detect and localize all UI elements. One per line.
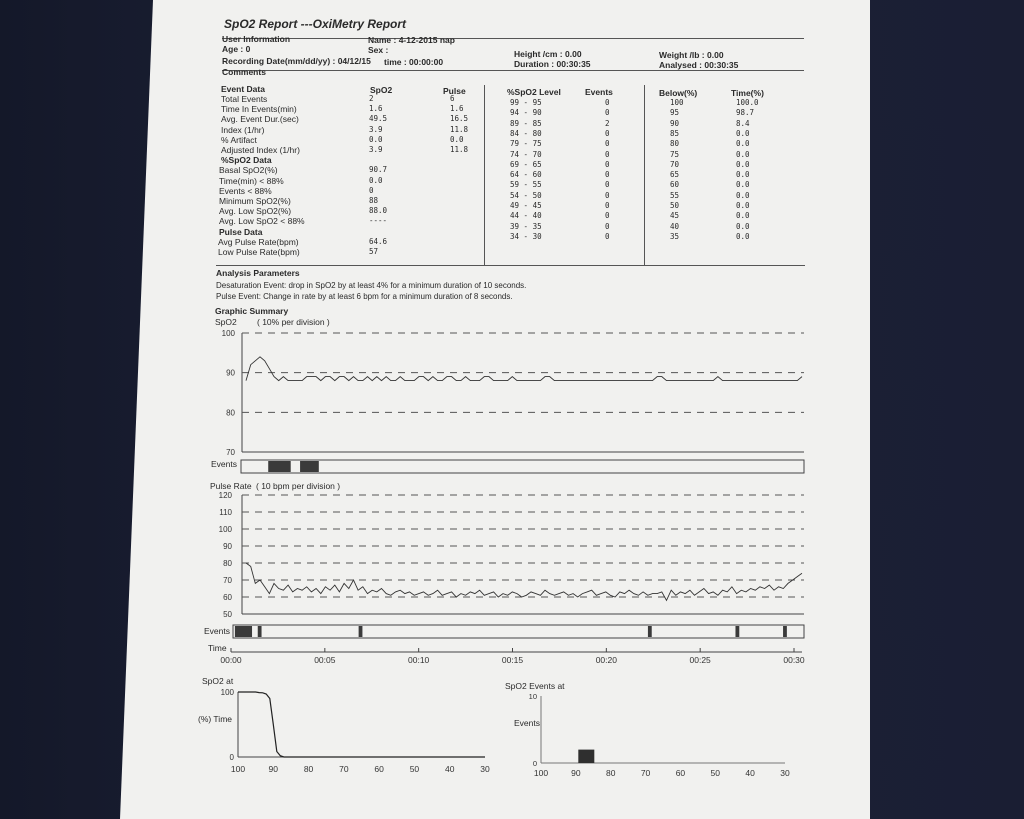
level-row-below: 75 xyxy=(670,149,680,159)
y-tick-label: 70 xyxy=(226,448,235,457)
level-row-time: 0.0 xyxy=(736,201,750,210)
level-row-time: 0.0 xyxy=(736,190,750,200)
user-information-label: User Information xyxy=(222,34,291,44)
y-tick-label: 90 xyxy=(223,542,232,551)
y-tick-label: 0 xyxy=(532,759,537,768)
event-row-label: Adjusted Index (1/hr) xyxy=(221,145,300,155)
spo2-at-title: SpO2 at xyxy=(202,676,234,686)
name-field: Name : 4-12-2015 nap xyxy=(368,35,455,45)
level-row-range: 44 - 40 xyxy=(510,211,542,221)
y-tick-label: 100 xyxy=(220,688,234,697)
event-row-pulse: 11.8 xyxy=(450,145,469,154)
event-mark xyxy=(235,626,252,637)
col-below-header: Below(%) xyxy=(659,88,698,98)
spo2-data-header: %SpO2 Data xyxy=(221,155,272,166)
level-row-below: 55 xyxy=(670,190,680,200)
analysed-field: Analysed : 00:30:35 xyxy=(659,60,739,70)
analysis-header: Analysis Parameters xyxy=(216,268,300,278)
level-row-below: 70 xyxy=(670,159,680,169)
pulse-chart-label: Pulse Rate xyxy=(210,481,252,491)
event-bar xyxy=(578,750,594,763)
age-field: Age : 0 xyxy=(222,44,251,54)
level-row-below: 35 xyxy=(670,231,680,241)
level-row-time: 0.0 xyxy=(736,170,750,180)
level-row-range: 34 - 30 xyxy=(510,231,542,241)
level-row-range: 84 - 80 xyxy=(510,128,542,138)
x-tick-label: 30 xyxy=(480,764,490,774)
col-level-header: %SpO2 Level xyxy=(507,87,561,97)
y-tick-label: 80 xyxy=(223,559,232,568)
event-row-label: Avg. Event Dur.(sec) xyxy=(221,114,299,125)
spo2-events-label: Events xyxy=(211,459,237,469)
level-row-range: 54 - 50 xyxy=(510,190,542,200)
spo2-row-label: Time(min) < 88% xyxy=(219,175,284,186)
event-mark xyxy=(648,626,652,637)
time-tick-label: 00:00 xyxy=(220,655,242,665)
level-row-events: 0 xyxy=(605,221,610,231)
col-pulse-header: Pulse xyxy=(443,86,466,96)
col-events-header: Events xyxy=(585,87,613,97)
spo2-division-label: ( 10% per division ) xyxy=(257,317,330,327)
col-spo2-header: SpO2 xyxy=(370,85,393,95)
event-row-spo2: 0.0 xyxy=(369,134,383,144)
y-tick-label: 100 xyxy=(218,525,232,534)
pulse-division-label: ( 10 bpm per division ) xyxy=(256,481,341,491)
time-tick-label: 00:05 xyxy=(314,655,336,665)
y-tick-label: 120 xyxy=(218,491,232,500)
event-mark xyxy=(300,461,319,472)
duration-field: Duration : 00:30:35 xyxy=(514,59,591,69)
level-row-range: 64 - 60 xyxy=(510,170,542,180)
event-row-label: % Artifact xyxy=(221,134,257,145)
pulse-data-header: Pulse Data xyxy=(219,226,263,237)
level-row-events: 0 xyxy=(605,108,610,118)
level-row-events: 0 xyxy=(605,180,610,190)
spo2-row-label: Avg. Low SpO2(%) xyxy=(219,206,292,217)
level-row-range: 69 - 65 xyxy=(510,159,542,169)
event-row-pulse: 11.8 xyxy=(450,124,469,134)
col-time-header: Time(%) xyxy=(731,88,764,98)
recording-date-field: Recording Date(mm/dd/yy) : 04/12/15 xyxy=(222,56,371,66)
time-tick-label: 00:20 xyxy=(595,655,617,665)
level-row-time: 0.0 xyxy=(736,211,750,221)
time-axis-label: Time xyxy=(208,643,227,653)
event-row-spo2: 3.9 xyxy=(369,124,383,134)
level-row-range: 89 - 85 xyxy=(510,118,542,128)
level-row-below: 40 xyxy=(670,221,680,231)
x-tick-label: 50 xyxy=(710,768,721,778)
level-row-time: 100.0 xyxy=(736,98,759,107)
event-mark xyxy=(268,461,290,472)
event-row-pulse: 1.6 xyxy=(450,104,464,114)
y-tick-label: 100 xyxy=(221,329,235,338)
level-row-range: 59 - 55 xyxy=(510,180,542,190)
level-row-below: 100 xyxy=(670,98,684,107)
x-tick-label: 70 xyxy=(640,768,651,778)
level-row-time: 0.0 xyxy=(736,231,750,241)
level-row-time: 8.4 xyxy=(736,118,750,128)
level-row-time: 0.0 xyxy=(736,149,750,159)
x-tick-label: 100 xyxy=(533,768,549,778)
level-row-below: 80 xyxy=(670,139,680,149)
pulse-event-definition: Pulse Event: Change in rate by at least 6 bpm for a minimum duration of 8 seconds. xyxy=(216,292,513,301)
table-bottom-rule xyxy=(216,265,805,266)
level-row-events: 0 xyxy=(605,128,610,138)
event-data-header: Event Data xyxy=(221,84,265,94)
level-row-below: 45 xyxy=(670,211,680,221)
spo2-row-label: Basal SpO2(%) xyxy=(219,165,278,176)
level-row-time: 98.7 xyxy=(736,108,755,118)
event-mark xyxy=(359,626,363,637)
x-tick-label: 50 xyxy=(409,764,420,774)
x-tick-label: 90 xyxy=(268,764,279,774)
x-tick-label: 60 xyxy=(374,764,384,774)
pulse-row-value: 57 xyxy=(369,247,379,256)
spo2-row-label: Minimum SpO2(%) xyxy=(219,196,291,206)
level-row-range: 74 - 70 xyxy=(510,149,542,159)
event-row-pulse: 16.5 xyxy=(450,114,469,124)
level-row-events: 0 xyxy=(605,139,610,149)
y-tick-label: 50 xyxy=(223,610,232,619)
x-tick-label: 30 xyxy=(780,768,790,778)
x-tick-label: 60 xyxy=(675,768,686,778)
y-tick-label: 90 xyxy=(226,368,235,378)
x-tick-label: 80 xyxy=(303,764,314,774)
x-tick-label: 100 xyxy=(230,764,246,774)
event-row-spo2: 2 xyxy=(369,94,374,103)
spo2-row-label: Events < 88% xyxy=(219,185,272,196)
spo2-at-ylabel: (%) Time xyxy=(198,714,232,724)
desaturation-definition: Desaturation Event: drop in SpO2 by at least 4% for a minimum duration of 10 seconds. xyxy=(216,281,527,290)
time-tick-label: 00:25 xyxy=(689,655,711,665)
x-tick-label: 70 xyxy=(339,764,349,774)
event-row-label: Total Events xyxy=(221,94,268,104)
pulse-row-label: Low Pulse Rate(bpm) xyxy=(218,247,300,257)
event-row-spo2: 49.5 xyxy=(369,114,388,124)
spo2-row-value: 0 xyxy=(369,185,374,195)
level-row-events: 0 xyxy=(605,211,610,221)
level-row-events: 0 xyxy=(605,98,610,107)
comments-label: Comments xyxy=(222,67,266,77)
level-row-below: 95 xyxy=(670,108,680,118)
y-tick-label: 110 xyxy=(219,508,232,517)
x-tick-label: 40 xyxy=(444,764,455,774)
level-row-below: 90 xyxy=(670,118,680,128)
time-tick-label: 00:30 xyxy=(783,655,805,665)
event-row-label: Time In Events(min) xyxy=(221,104,297,115)
weight-field: Weight /lb : 0.00 xyxy=(659,50,724,60)
table-divider-left xyxy=(484,85,485,266)
level-row-events: 0 xyxy=(605,201,610,210)
report-title: SpO2 Report ---OxiMetry Report xyxy=(224,17,407,31)
time-tick-label: 00:15 xyxy=(501,655,524,665)
y-tick-label: 80 xyxy=(226,408,235,418)
spo2-row-value: ---- xyxy=(369,216,388,226)
level-row-time: 0.0 xyxy=(736,128,750,138)
y-tick-label: 70 xyxy=(223,576,232,585)
level-row-below: 50 xyxy=(670,201,680,210)
time-field: time : 00:00:00 xyxy=(384,57,444,67)
level-row-range: 99 - 95 xyxy=(510,98,542,107)
level-row-time: 0.0 xyxy=(736,159,750,169)
level-row-events: 0 xyxy=(605,190,610,200)
x-tick-label: 40 xyxy=(745,768,755,778)
x-tick-label: 80 xyxy=(605,768,616,778)
spo2-row-value: 88 xyxy=(369,196,379,205)
sex-field: Sex : xyxy=(368,45,389,55)
level-row-time: 0.0 xyxy=(736,180,750,190)
pulse-events-label: Events xyxy=(204,626,230,636)
level-row-time: 0.0 xyxy=(736,221,750,231)
level-row-events: 0 xyxy=(605,159,610,169)
spo2-row-value: 88.0 xyxy=(369,206,388,216)
spo2-row-value: 90.7 xyxy=(369,165,388,175)
level-row-below: 65 xyxy=(670,170,680,180)
spo2-chart-label: SpO2 xyxy=(215,317,237,327)
time-tick-label: 00:10 xyxy=(408,655,430,665)
height-field: Height /cm : 0.00 xyxy=(514,49,582,59)
event-row-spo2: 3.9 xyxy=(369,145,383,154)
level-row-range: 39 - 35 xyxy=(510,221,542,231)
event-row-spo2: 1.6 xyxy=(369,104,383,114)
level-row-below: 85 xyxy=(670,128,680,138)
events-at-title: SpO2 Events at xyxy=(505,681,565,691)
level-row-range: 94 - 90 xyxy=(510,108,542,118)
events-at-ylabel: Events xyxy=(514,718,540,728)
event-row-pulse: 0.0 xyxy=(450,134,464,144)
y-tick-label: 60 xyxy=(223,593,232,602)
pulse-row-label: Avg Pulse Rate(bpm) xyxy=(218,236,299,247)
header-rule xyxy=(222,38,804,39)
level-row-events: 0 xyxy=(605,170,610,180)
level-row-events: 2 xyxy=(605,118,610,128)
event-mark xyxy=(258,626,262,637)
level-row-events: 0 xyxy=(605,231,610,241)
spo2-row-label: Avg. Low SpO2 < 88% xyxy=(219,216,305,227)
graphic-summary-header: Graphic Summary xyxy=(215,306,289,316)
event-row-label: Index (1/hr) xyxy=(221,124,265,135)
level-row-below: 60 xyxy=(670,180,680,190)
pulse-row-value: 64.6 xyxy=(369,236,388,246)
comments-rule xyxy=(222,70,804,71)
level-row-range: 79 - 75 xyxy=(510,139,542,149)
event-mark xyxy=(735,626,739,637)
x-tick-label: 90 xyxy=(571,768,581,778)
spo2-row-value: 0.0 xyxy=(369,175,383,185)
level-row-range: 49 - 45 xyxy=(510,201,542,210)
table-divider-right xyxy=(644,85,645,266)
level-row-events: 0 xyxy=(605,149,610,159)
event-mark xyxy=(783,626,787,637)
y-tick-label: 0 xyxy=(229,753,234,762)
y-tick-label: 10 xyxy=(528,692,537,701)
event-row-pulse: 6 xyxy=(450,94,455,103)
level-row-time: 0.0 xyxy=(736,139,750,149)
